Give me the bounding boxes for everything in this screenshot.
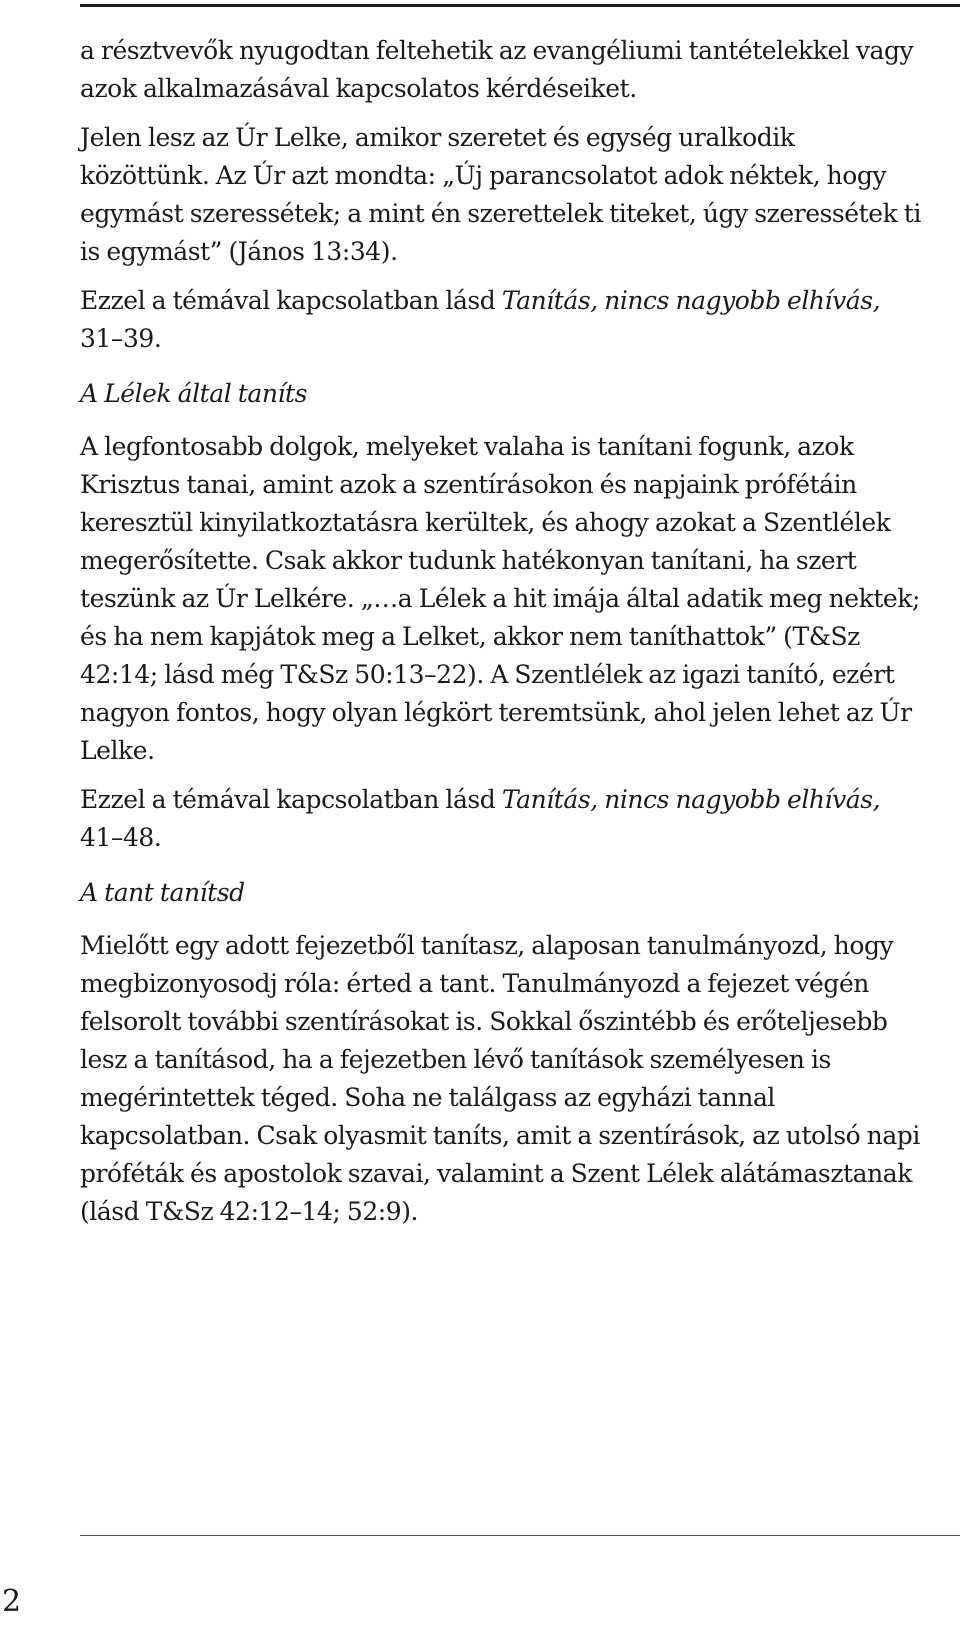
reference-pages: 31–39.: [80, 324, 162, 353]
section-heading-doctrine: A tant tanítsd: [80, 878, 245, 907]
paragraph-doctrine: Mielőtt egy adott fejezetből tanítasz, alaposan tanulmányozd, hogy megbizonyosodj róla: érted a tant. Tanulmányozd a fejezet végén felsorolt további szentírásokat is. Sokkal őszintébb és erőteljesebb lesz a tanításod, ha a fejezetben lévő tanítások személyesen is megérintettek téged. Soha ne találgass az egyházi tannal kapcsolatban. Csak olyasmit taníts, amit a szentírások, az utolsó napi próféták és apostolok szavai, valamint a Szent Lélek alátámasztanak (lásd T&Sz 42:12–14; 52:9).: [80, 931, 920, 1226]
reference-prefix: Ezzel a témával kapcsolatban lásd: [80, 286, 502, 315]
reference-title: Tanítás, nincs nagyobb elhívás,: [501, 286, 881, 315]
reference-prefix: Ezzel a témával kapcsolatban lásd: [80, 785, 502, 814]
page-body: [80, 32, 922, 1242]
footer-rule: [80, 1535, 960, 1536]
top-rule: [80, 4, 960, 7]
paragraph-spirit-teaching: A legfontosabb dolgok, melyeket valaha is tanítani fogunk, azok Krisztus tanai, amint azok a szentírásokon és napjaink prófétáin keresztül kinyilatkoztatásra kerültek, és ahogy azokat a Szentlélek megerősítette. Csak akkor tudunk hatékonyan tanítani, ha szert teszünk az Úr Lelkére. „…a Lélek a hit imája által adatik meg nektek; és ha nem kapjátok meg a Lelket, akkor nem taníthattok” (T&Sz 42:14; lásd még T&Sz 50:13–22). A Szentlélek az igazi tanító, ezért nagyon fontos, hogy olyan légkört teremtsünk, ahol jelen lehet az Úr Lelke.: [80, 432, 920, 765]
paragraph-reference-2: [80, 781, 922, 857]
reference-pages: 41–48.: [80, 823, 162, 852]
page-number: 2: [2, 1584, 22, 1619]
paragraph-intro: a résztvevők nyugodtan feltehetik az evangéliumi tantételekkel vagy azok alkalmazásával kapcsolatos kérdéseiket.: [80, 36, 914, 103]
paragraph-reference-1: [80, 282, 922, 358]
section-heading-spirit: A Lélek által taníts: [80, 379, 308, 408]
reference-title: Tanítás, nincs nagyobb elhívás,: [501, 785, 881, 814]
paragraph-love-unity: Jelen lesz az Úr Lelke, amikor szeretet és egység uralkodik közöttünk. Az Úr azt mondta: „Új parancsolatot adok néktek, hogy egymást szeressétek; a mint én szerettelek titeket, úgy szeressétek ti is egymást” (János 13:34).: [80, 123, 921, 266]
